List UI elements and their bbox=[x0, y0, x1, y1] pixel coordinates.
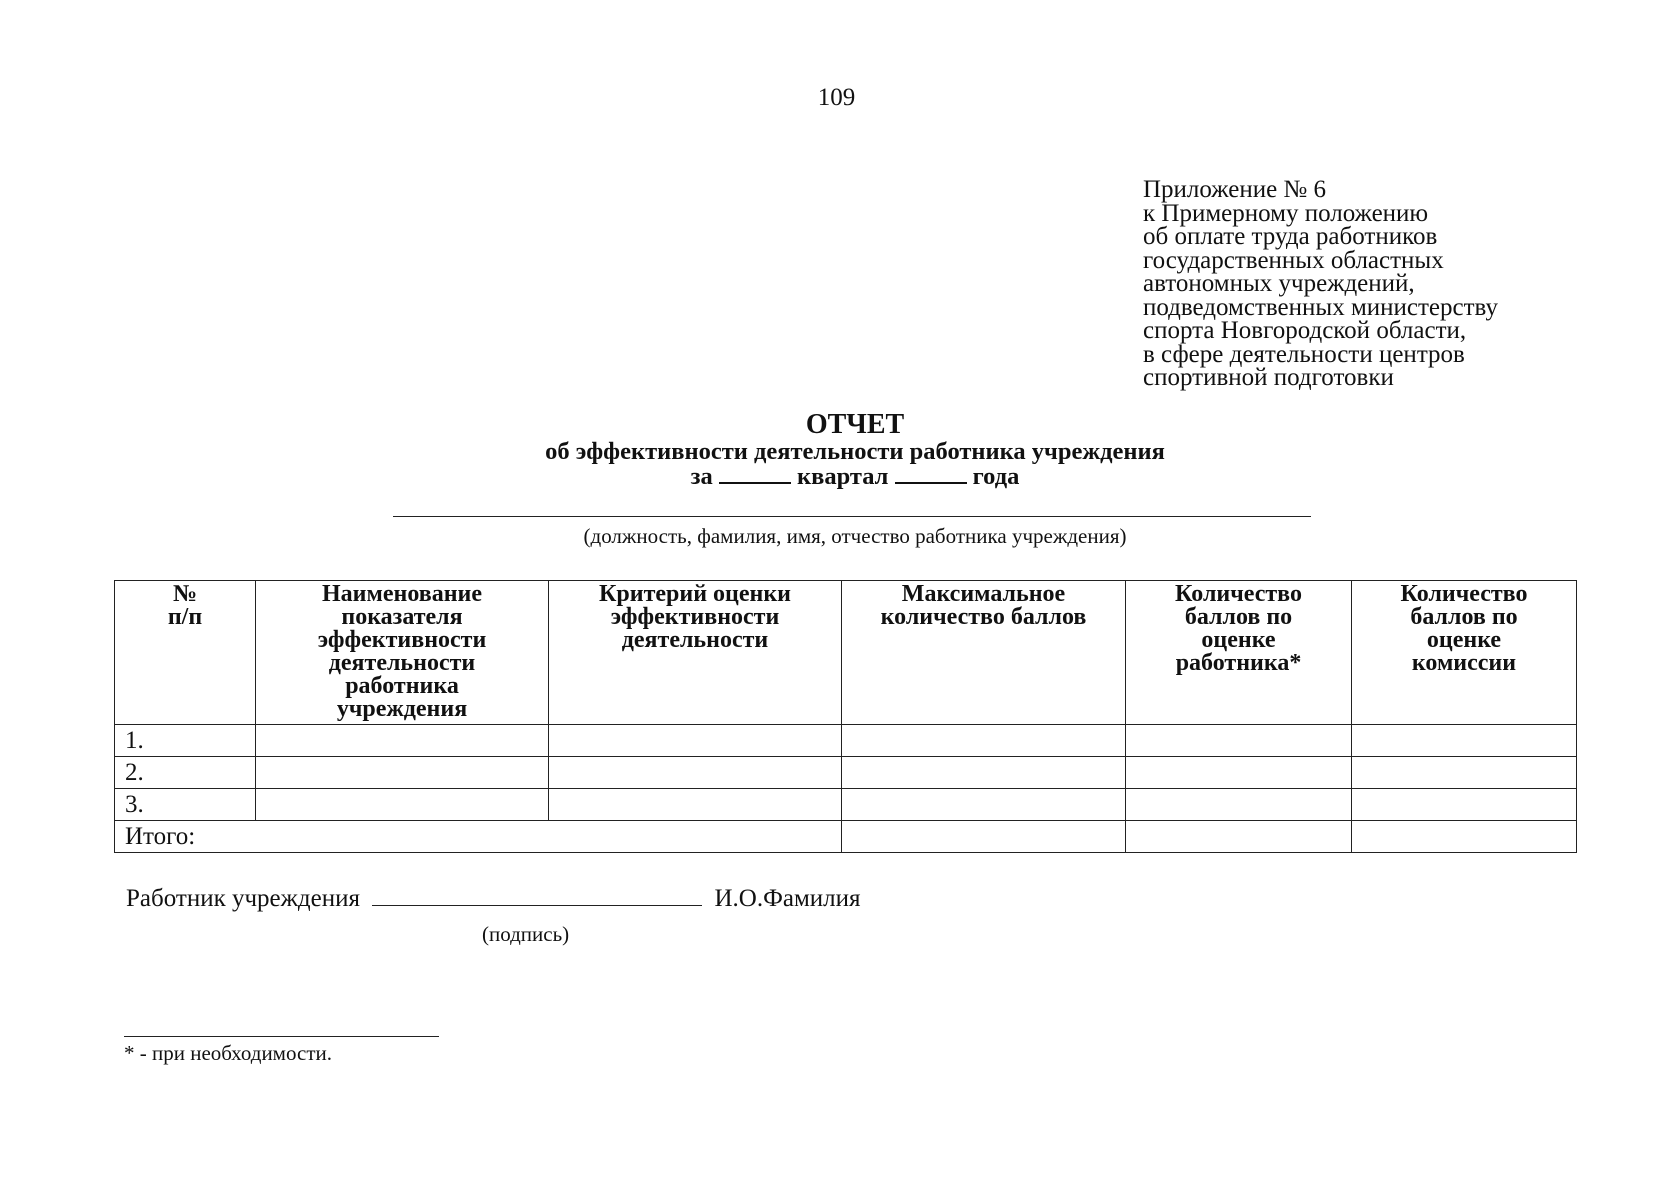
table-row bbox=[115, 725, 1577, 757]
appendix-line: подведомственных министерству bbox=[1143, 293, 1498, 321]
total-max-points[interactable] bbox=[842, 821, 1126, 853]
header-indicator: Наименование показателя эффективности деятельности работника учреждения bbox=[256, 581, 549, 725]
cell-employee-points[interactable] bbox=[1126, 725, 1352, 757]
cell-indicator[interactable] bbox=[256, 789, 549, 821]
quarter-blank bbox=[719, 464, 791, 484]
report-subtitle: об эффективности деятельности работника учреждения bbox=[545, 438, 1165, 465]
signature-label: Работник учреждения bbox=[126, 885, 360, 912]
appendix-block bbox=[1143, 178, 1498, 390]
cell-indicator[interactable] bbox=[256, 725, 549, 757]
appendix-line: в сфере деятельности центров bbox=[1143, 340, 1465, 368]
cell-criterion[interactable] bbox=[549, 789, 842, 821]
appendix-line: об оплате труда работников bbox=[1143, 223, 1438, 250]
report-heading bbox=[0, 410, 1673, 489]
cell-employee-points[interactable] bbox=[1126, 789, 1352, 821]
period-quarter: квартал bbox=[796, 463, 889, 490]
cell-commission-points[interactable] bbox=[1352, 725, 1577, 757]
row-number: 2. bbox=[115, 757, 256, 789]
total-employee-points[interactable] bbox=[1126, 821, 1352, 853]
header-criterion: Критерий оценки эффективности деятельности bbox=[549, 581, 842, 725]
cell-criterion[interactable] bbox=[549, 757, 842, 789]
cell-max-points[interactable] bbox=[842, 725, 1126, 757]
appendix-line: спортивной подготовки bbox=[1143, 364, 1394, 391]
period-year: года bbox=[972, 463, 1020, 490]
row-number: 1. bbox=[115, 725, 256, 757]
header-number: № п/п bbox=[115, 581, 256, 725]
cell-commission-points[interactable] bbox=[1352, 757, 1577, 789]
cell-employee-points[interactable] bbox=[1126, 757, 1352, 789]
appendix-line: спорта Новгородской области, bbox=[1143, 317, 1467, 344]
table-header-row bbox=[115, 581, 1577, 725]
appendix-line: к Примерному положению bbox=[1143, 199, 1429, 227]
cell-max-points[interactable] bbox=[842, 789, 1126, 821]
year-blank bbox=[895, 464, 967, 484]
table-row bbox=[115, 789, 1577, 821]
appendix-line: автономных учреждений, bbox=[1143, 270, 1415, 297]
appendix-line: государственных областных bbox=[1143, 246, 1444, 274]
row-number: 3. bbox=[115, 789, 256, 821]
page-number: 109 bbox=[817, 84, 856, 111]
table-total-row bbox=[115, 821, 1577, 853]
signature-caption: (подпись) bbox=[482, 922, 570, 946]
employee-name-line bbox=[393, 516, 1311, 517]
report-table bbox=[114, 580, 1577, 853]
total-label: Итого: bbox=[115, 821, 842, 853]
period-prefix: за bbox=[690, 463, 713, 490]
cell-commission-points[interactable] bbox=[1352, 789, 1577, 821]
report-period bbox=[0, 464, 1673, 489]
table-row bbox=[115, 757, 1577, 789]
signature-name: И.О.Фамилия bbox=[714, 885, 861, 912]
header-commission-points: Количество баллов по оценке комиссии bbox=[1352, 581, 1577, 725]
signature-line[interactable] bbox=[372, 885, 702, 906]
report-title: ОТЧЕТ bbox=[805, 409, 905, 440]
footnote: * - при необходимости. bbox=[124, 1041, 332, 1065]
appendix-line: Приложение № 6 bbox=[1143, 176, 1327, 203]
total-commission-points[interactable] bbox=[1352, 821, 1577, 853]
header-max-points: Максимальное количество баллов bbox=[842, 581, 1126, 725]
cell-max-points[interactable] bbox=[842, 757, 1126, 789]
footnote-rule bbox=[124, 1036, 439, 1037]
signature-block bbox=[126, 885, 861, 913]
employee-name-caption: (должность, фамилия, имя, отчество работника учреждения) bbox=[583, 524, 1127, 548]
cell-indicator[interactable] bbox=[256, 757, 549, 789]
header-employee-points: Количество баллов по оценке работника* bbox=[1126, 581, 1352, 725]
cell-criterion[interactable] bbox=[549, 725, 842, 757]
